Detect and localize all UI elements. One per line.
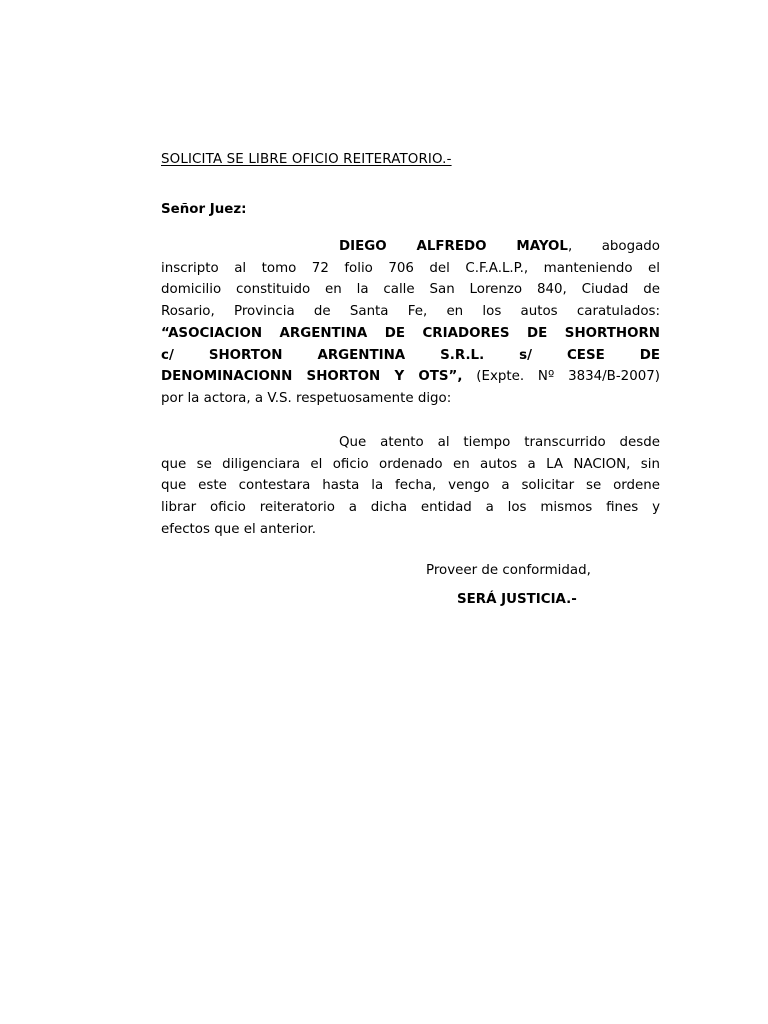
paragraph-line: por la actora, a V.S. respetuosamente digo: bbox=[161, 390, 452, 406]
paragraph-line bbox=[161, 236, 660, 258]
file-reference: (Expte. Nº 3834/B-2007) bbox=[462, 369, 660, 385]
closing-formula: Proveer de conformidad, bbox=[426, 563, 591, 578]
paragraph-line: librar oficio reiteratorio a dicha entidad a los mismos fines y bbox=[161, 500, 660, 516]
paragraph-introduction bbox=[161, 236, 660, 410]
salutation: Señor Juez: bbox=[161, 202, 247, 217]
paragraph-line: efectos que el anterior. bbox=[161, 521, 317, 537]
paragraph-line bbox=[161, 366, 660, 388]
document-title: SOLICITA SE LIBRE OFICIO REITERATORIO.- bbox=[161, 152, 452, 167]
paragraph-line: Que atento al tiempo transcurrido desde bbox=[339, 435, 660, 450]
case-title-line: “ASOCIACION ARGENTINA DE CRIADORES DE SHORTHORN bbox=[161, 325, 660, 341]
closing-justice: SERÁ JUSTICIA.- bbox=[457, 592, 577, 607]
case-title-end: DENOMINACIONN SHORTON Y OTS”, bbox=[161, 369, 463, 385]
author-role: , abogado bbox=[567, 239, 660, 254]
paragraph-line: inscripto al tomo 72 folio 706 del C.F.A.L.P., manteniendo el bbox=[161, 260, 660, 276]
author-name: DIEGO ALFREDO MAYOL bbox=[339, 239, 568, 254]
paragraph-line: domicilio constituido en la calle San Lorenzo 840, Ciudad de bbox=[161, 282, 660, 298]
paragraph-line: que se diligenciara el oficio ordenado en autos a LA NACION, sin bbox=[161, 456, 660, 472]
case-title-line: c/ SHORTON ARGENTINA S.R.L. s/ CESE DE bbox=[161, 347, 660, 363]
paragraph-request bbox=[161, 432, 660, 541]
paragraph-line: Rosario, Provincia de Santa Fe, en los autos caratulados: bbox=[161, 304, 660, 320]
paragraph-line: que este contestara hasta la fecha, vengo a solicitar se ordene bbox=[161, 478, 660, 494]
